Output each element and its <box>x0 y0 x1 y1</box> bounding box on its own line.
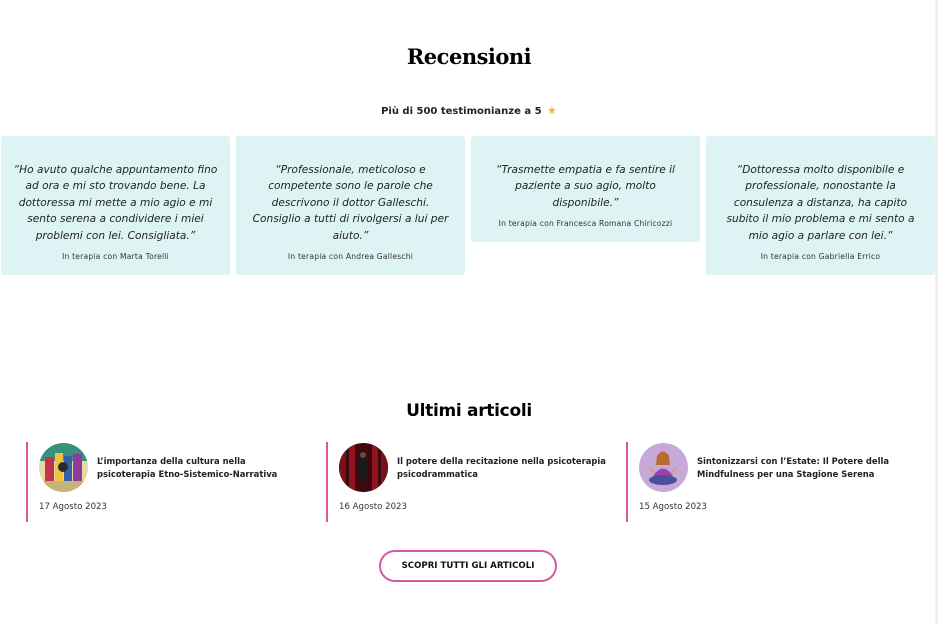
article-thumbnail[interactable] <box>339 443 388 492</box>
article-headline[interactable]: L’importanza della cultura nella psicoterapia Etno-Sistemico-Narrativa <box>97 456 278 479</box>
review-quote: “Trasmette empatia e fa sentire il paziente a suo agio, molto disponibile.” <box>496 164 675 209</box>
article-date: 16 Agosto 2023 <box>339 502 407 512</box>
articles-title: Ultimi articoli <box>406 401 532 421</box>
star-icon: ★ <box>547 104 557 117</box>
article-headline[interactable]: Sintonizzarsi con l’Estate: Il Potere della Mindfulness per una Stagione Serena <box>697 456 889 479</box>
review-author: In terapia con Marta Torelli <box>62 252 169 262</box>
discover-all-articles-button[interactable]: SCOPRI TUTTI GLI ARTICOLI <box>379 550 557 582</box>
reviews-subtitle-text: Più di 500 testimonianze a 5 <box>381 106 542 117</box>
article-date: 17 Agosto 2023 <box>39 502 107 512</box>
review-quote: “Professionale, meticoloso e competente sono le parole che descrivono il dottor Galleschi. Consiglio a tutti di rivolgersi a lui per aiuto.” <box>252 164 449 242</box>
article-item[interactable] <box>626 442 906 522</box>
review-author: In terapia con Andrea Galleschi <box>287 252 414 262</box>
article-date: 15 Agosto 2023 <box>639 502 707 512</box>
reviews-subtitle <box>0 104 938 117</box>
review-quote: “Dottoressa molto disponibile e professionale, nonostante la consulenza a distanza, ha capito subito il mio problema e mi sento a mio agio a parlare con lei.” <box>726 164 915 242</box>
reviews-title: Recensioni <box>406 44 532 69</box>
review-card <box>236 136 465 275</box>
review-author: In terapia con Francesca Romana Chiricozzi <box>498 219 673 229</box>
review-author: In terapia con Gabriella Errico <box>760 252 881 262</box>
article-item[interactable] <box>26 442 306 522</box>
article-thumbnail[interactable] <box>39 443 88 492</box>
review-card <box>471 136 700 242</box>
review-card <box>706 136 935 275</box>
article-item[interactable] <box>326 442 606 522</box>
review-quote: “Ho avuto qualche appuntamento fino ad ora e mi sto trovando bene. La dottoressa mi mette a mio agio e mi sento serena a condividere i miei problemi con lei. Consigliata.” <box>13 164 218 242</box>
article-thumbnail[interactable] <box>639 443 688 492</box>
review-card <box>1 136 230 275</box>
article-headline[interactable]: Il potere della recitazione nella psicoterapia psicodrammatica <box>397 456 606 479</box>
